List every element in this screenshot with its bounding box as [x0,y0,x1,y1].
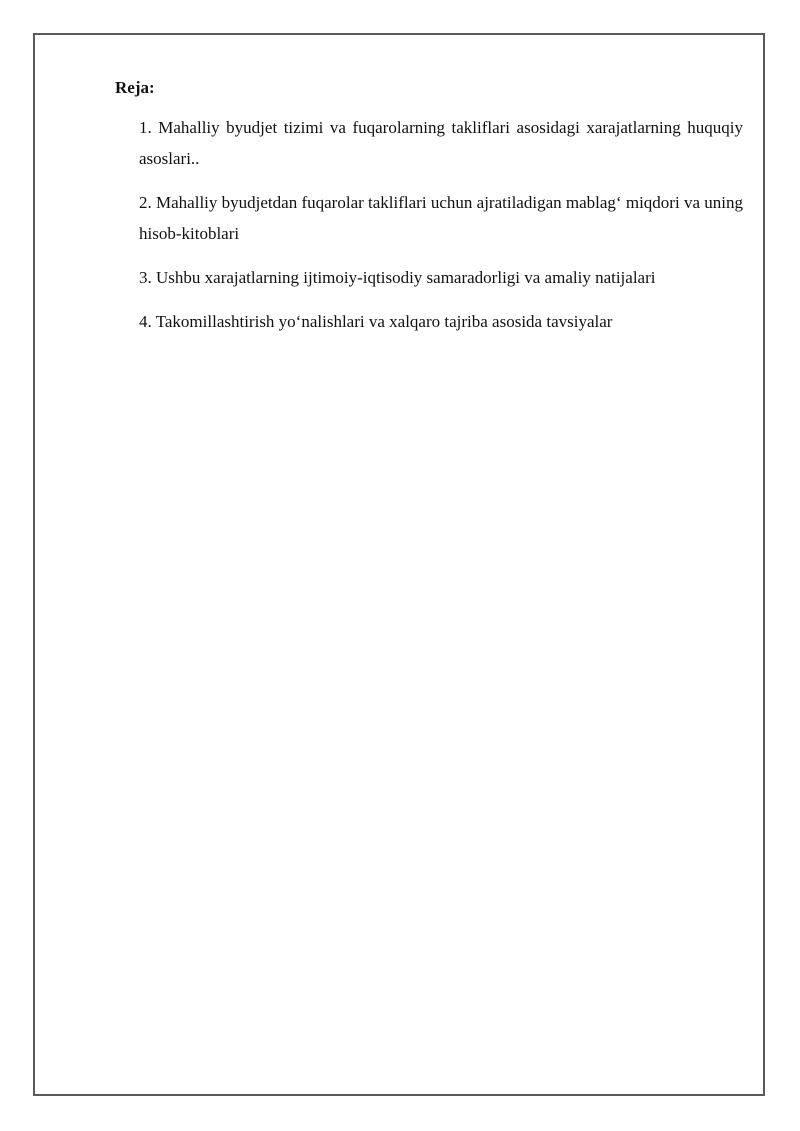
document-content [115,76,743,350]
plan-item-4: 4. Takomillashtirish yo‘nalishlari va xalqaro tajriba asosida tavsiyalar [139,312,613,331]
plan-item-1: 1. Mahalliy byudjet tizimi va fuqarolarning takliflari asosidagi xarajatlarning huquqiy asoslari.. [139,118,743,168]
plan-heading: Reja: [115,78,155,97]
plan-item-3: 3. Ushbu xarajatlarning ijtimoiy-iqtisodiy samaradorligi va amaliy natijalari [139,268,656,287]
plan-list [115,112,743,337]
plan-item-2: 2. Mahalliy byudjetdan fuqarolar takliflari uchun ajratiladigan mablag‘ miqdori va uning hisob-kitoblari [139,193,743,243]
